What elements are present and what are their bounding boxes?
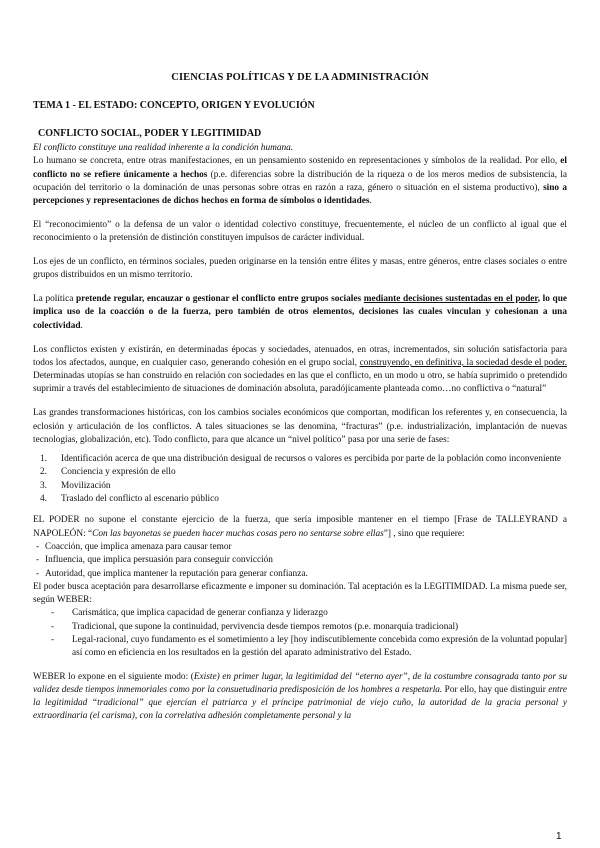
paragraph-conflict-axes: Los ejes de un conflicto, en términos sociales, pueden originarse en la tensión entre élites y masas, entre géneros, entre clases sociales o entre grupos distribuidos en un mismo territorio. xyxy=(33,257,567,281)
phase-number: 3. xyxy=(40,480,47,491)
phase-item xyxy=(33,466,567,479)
p9-text: WEBER lo expone en el siguiente modo: ( xyxy=(33,671,194,682)
phase-item xyxy=(33,453,567,466)
power-requirements-list xyxy=(33,541,567,581)
p1-text-2: (p.e. diferencias sobre la distribución de la riqueza o de los meros medios de subsistencia, la ocupación del territorio o la dominación de unas personas sobre otras en razón a raza, género o situación en el sistema productivo), xyxy=(33,169,567,193)
paragraph-conflicts-exist xyxy=(33,344,567,397)
legitimacy-item: - Tradicional, que supone la continuidad, pervivencia desde tiempos remotos (p.e. monarquía tradicional) xyxy=(33,621,567,634)
theme-heading: TEMA 1 - EL ESTADO: CONCEPTO, ORIGEN Y EVOLUCIÓN xyxy=(33,100,315,111)
paragraph-legitimacy: El poder busca aceptación para desarrollarse eficazmente e imponer su dominación. Tal aceptación es la LEGITIMIDAD. La misma puede ser, según WEBER: xyxy=(33,581,567,606)
phases-list xyxy=(33,453,567,506)
p4-bold-2: , lo que implica uso de la coacción o de la fuerza, pero también de otros elementos, decisiones las cuales vinculan y cohesionan a una colectividad xyxy=(33,294,567,331)
requirement-item: - Autoridad, que implica mantener la reputación para generar confianza. xyxy=(33,568,567,581)
phase-text: Conciencia y expresión de ello xyxy=(61,467,176,478)
talleyrand-quote: Con las bayonetas se pueden hacer muchas cosas pero no sentarse sobre ellas xyxy=(92,528,384,539)
phase-item xyxy=(33,480,567,493)
legitimacy-item: - Carismática, que implica capacidad de generar confianza y liderazgo xyxy=(33,607,567,620)
paragraph-politics xyxy=(33,293,567,333)
phase-number: 4. xyxy=(40,494,47,505)
p1-end: . xyxy=(369,196,372,207)
document-title: CIENCIAS POLÍTICAS Y DE LA ADMINISTRACIÓN xyxy=(171,72,429,83)
phase-number: 2. xyxy=(40,467,47,478)
p4-text: La política xyxy=(33,294,74,305)
p9-text-2: Por ello, hay que distinguir xyxy=(444,684,546,695)
p5-text-2: Determinadas utopías se han construido en relación con sociedades en las que el conflicto, en un modo u otro, se había suprimido o pretendido suprimir a través del establecimiento de situaciones de dominación absoluta, paradójicamente planteada como…no conflictiva o “natural” xyxy=(33,371,567,395)
section-heading: CONFLICTO SOCIAL, PODER Y LEGITIMIDAD xyxy=(38,128,262,139)
p1-text: Lo humano se concreta, entre otras manifestaciones, en un pensamiento sostenido en representaciones y símbolos de la realidad. Por ello, xyxy=(33,156,558,167)
paragraph-power xyxy=(33,514,567,541)
requirement-item: - Coacción, que implica amenaza para causar temor xyxy=(33,541,567,554)
phase-text: Identificación acerca de que una distribución desigual de recursos o valores es percibida por parte de la población como inconveniente xyxy=(61,454,562,465)
paragraph-recognition: El “reconocimiento” o la defensa de un valor o identidad colectivo constituye, frecuentemente, el núcleo de un conflicto al igual que el reconocimiento o la pretensión de distinción constituyen impulsos de carácter individual. xyxy=(33,219,567,244)
legitimacy-item: - Legal-racional, cuyo fundamento es el sometimiento a ley [hoy indiscutiblemente concebida como expresión de la voluntad popular] así como en eficiencia en los resultados en la gestión del aparato administrativo del Estado. xyxy=(33,634,567,661)
document-body xyxy=(33,142,567,734)
section-subtitle: El conflicto constituye una realidad inherente a la condición humana. xyxy=(33,143,294,153)
p9-italic-2: entre la legitimidad “tradicional” que ejercían el patriarca y el príncipe patrimonial de viejo cuño, la autoridad de la gracia personal y extraordinaria (el carisma), con la correlativa adhesión completamente personal y la xyxy=(33,684,568,722)
paragraph-weber xyxy=(33,671,567,724)
p4-bold: pretende regular, encauzar o gestionar el conflicto entre grupos sociales xyxy=(75,294,362,305)
p4-end: . xyxy=(80,320,83,331)
paragraph-transformations: Las grandes transformaciones históricas, con los cambios sociales económicos que comportan, modifican los referentes y, en consecuencia, la eclosión y articulación de los conflictos. A tales situaciones se las denomina, “fracturas” (p.e. industrialización, implantación de nuevas tecnologías, globalización, etc). Todo conflicto, para que alcance un “nivel político” pasa por una serie de fases: xyxy=(33,408,567,445)
paragraph-human-conflict xyxy=(33,155,567,208)
phase-text: Traslado del conflicto al escenario público xyxy=(61,494,219,505)
phase-item xyxy=(33,493,567,506)
requirement-item: - Influencia, que implica persuasión para conseguir convicción xyxy=(33,554,567,567)
p5-text: Los conflictos existen y existirán, en determinadas épocas y sociedades, atenuados, en otras, incrementados, sin solución satisfactoria para todos los afectados, aunque, en cualquier caso, generando cohesión en el grupo social, xyxy=(33,344,567,368)
p7-text: EL PODER no supone el constante ejercicio de la fuerza, que sería imposible mantener en el tiempo [Frase de TALLEYRAND a NAPOLEÓN: “ xyxy=(33,515,567,539)
phase-text: Movilización xyxy=(61,480,111,491)
p4-bold-underlined: mediante decisiones sustentadas en el poder xyxy=(363,294,538,305)
page-number: 1 xyxy=(556,831,562,842)
p5-underlined: construyendo, en definitiva, la sociedad desde el poder. xyxy=(359,357,567,368)
p1-bold: el conflicto no se refiere únicamente a hechos xyxy=(33,156,567,180)
p7-end: ”] , sino que requiere: xyxy=(383,528,465,539)
p9-italic: Existe) en primer lugar, la legitimidad del “eterno ayer”, de la costumbre consagrada tanto por su validez desde tiempos inmemoriales como por la consuetudinaria predisposición de los hombres a respetarla. xyxy=(33,671,567,695)
phase-number: 1. xyxy=(40,454,47,465)
p1-bold-2: sino a percepciones y representaciones de dichos hechos en forma de símbolos o identidades xyxy=(33,182,567,207)
legitimacy-types-list xyxy=(33,607,567,660)
